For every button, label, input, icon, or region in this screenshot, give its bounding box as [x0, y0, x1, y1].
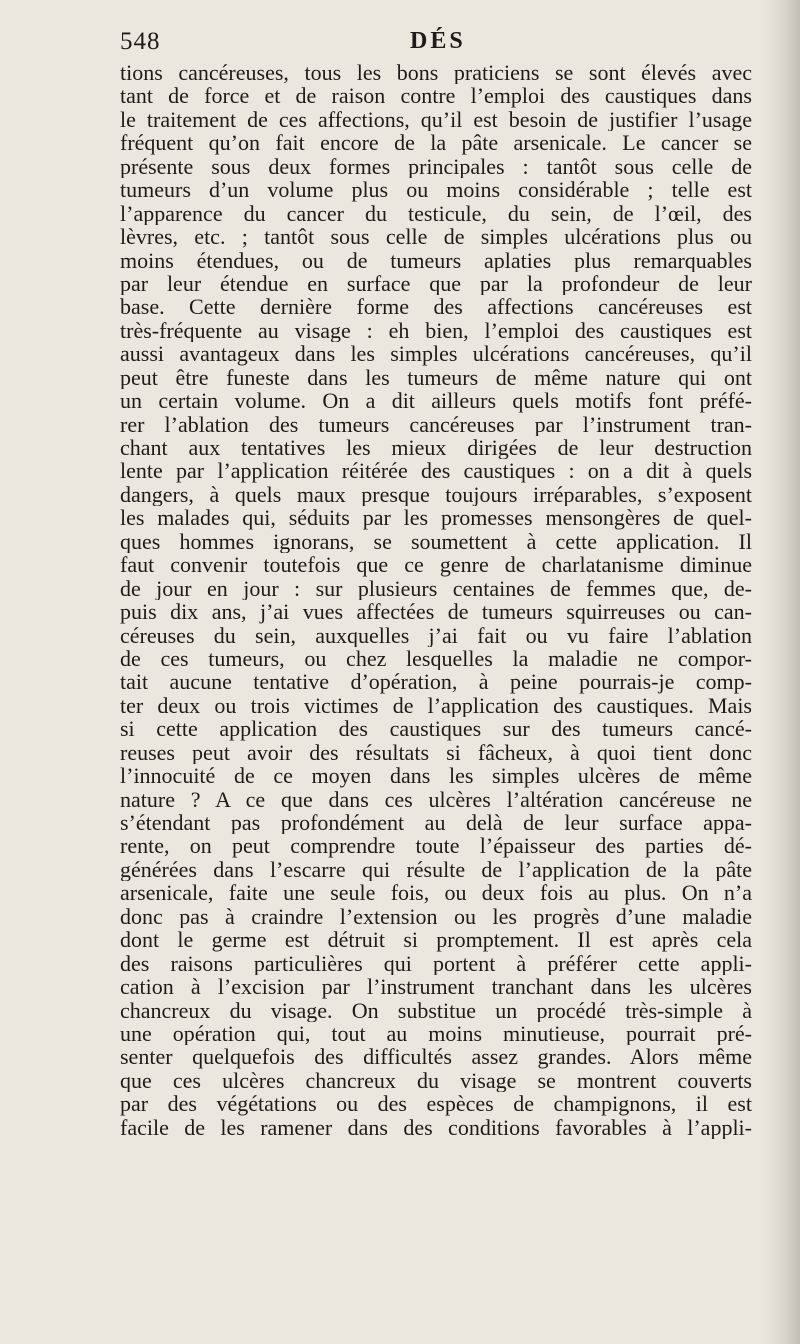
text-line: dont le germe est détruit si promptement. Il est après cela: [120, 928, 752, 952]
body-text: [120, 61, 752, 1139]
page-number: 548: [120, 28, 161, 55]
text-line: chant aux tentatives les mieux dirigées de leur destruction: [120, 436, 752, 460]
text-line: que ces ulcères chancreux du visage se montrent couverts: [120, 1068, 752, 1093]
text-line: tait aucune tentative d’opération, à peine pourrais-je comp-: [120, 670, 752, 694]
text-line: base. Cette dernière forme des affections cancéreuses est: [120, 295, 752, 319]
text-line: rente, on peut comprendre toute l’épaisseur des parties dé-: [120, 834, 752, 858]
text-line: senter quelquefois des difficultés assez grandes. Alors même: [120, 1045, 752, 1069]
text-line: des raisons particulières qui portent à préférer cette appli-: [120, 951, 752, 976]
text-line: générées dans l’escarre qui résulte de l’application de la pâte: [120, 857, 752, 882]
text-line: l’innocuité de ce moyen dans les simples ulcères de même: [120, 764, 752, 788]
text-line: tumeurs d’un volume plus ou moins considérable ; telle est: [120, 178, 752, 202]
text-line: si cette application des caustiques sur des tumeurs cancé-: [120, 717, 752, 741]
text-line: cation à l’excision par l’instrument tranchant dans les ulcères: [120, 975, 752, 999]
text-line: peut être funeste dans les tumeurs de même nature qui ont: [120, 365, 752, 390]
text-line: présente sous deux formes principales : tantôt sous celle de: [120, 154, 752, 179]
text-line: par des végétations ou des espèces de champignons, il est: [120, 1092, 752, 1116]
text-line: tions cancéreuses, tous les bons praticiens se sont élevés avec: [120, 61, 752, 85]
text-line: ter deux ou trois victimes de l’application des caustiques. Mais: [120, 693, 752, 718]
text-line: rer l’ablation des tumeurs cancéreuses par l’instrument tran-: [120, 412, 752, 436]
text-line: s’étendant pas profondément au delà de leur surface appa-: [120, 811, 752, 835]
text-line: tant de force et de raison contre l’emploi des caustiques dans: [120, 84, 752, 108]
text-line: arsenicale, faite une seule fois, ou deux fois au plus. On n’a: [120, 881, 752, 905]
text-line: chancreux du visage. On substitue un procédé très-simple à: [120, 998, 752, 1022]
running-head-title: DÉS: [410, 28, 466, 54]
text-line: puis dix ans, j’ai vues affectées de tumeurs squirreuses ou can-: [120, 600, 752, 624]
text-line: le traitement de ces affections, qu’il est besoin de justifier l’usage: [120, 107, 752, 132]
text-line: une opération qui, tout au moins minutieuse, pourrait pré-: [120, 1021, 752, 1046]
text-line: reuses peut avoir des résultats si fâcheux, à quoi tient donc: [120, 740, 752, 765]
text-line: nature ? A ce que dans ces ulcères l’altération cancéreuse ne: [120, 787, 752, 811]
text-line: l’apparence du cancer du testicule, du sein, de l’œil, des: [120, 201, 752, 226]
text-line: de jour en jour : sur plusieurs centaines de femmes que, de-: [120, 576, 752, 601]
text-line: fréquent qu’on fait encore de la pâte arsenicale. Le cancer se: [120, 131, 752, 155]
text-line: un certain volume. On a dit ailleurs quels motifs font préfé-: [120, 389, 752, 413]
text-line: lèvres, etc. ; tantôt sous celle de simples ulcérations plus ou: [120, 225, 752, 249]
text-line: céreuses du sein, auxquelles j’ai fait ou vu faire l’ablation: [120, 623, 752, 647]
text-line: moins étendues, ou de tumeurs aplaties plus remarquables: [120, 248, 752, 272]
running-head: [0, 28, 800, 62]
text-line: dangers, à quels maux presque toujours irréparables, s’exposent: [120, 482, 752, 507]
text-line: donc pas à craindre l’extension ou les progrès d’une maladie: [120, 904, 752, 929]
text-line: lente par l’application réitérée des caustiques : on a dit à quels: [120, 459, 752, 483]
text-line: de ces tumeurs, ou chez lesquelles la maladie ne compor-: [120, 646, 752, 671]
text-line: par leur étendue en surface que par la profondeur de leur: [120, 271, 752, 296]
text-line: aussi avantageux dans les simples ulcérations cancéreuses, qu’il: [120, 342, 752, 366]
text-line: facile de les ramener dans des conditions favorables à l’appli-: [120, 1115, 752, 1140]
text-line: les malades qui, séduits par les promesses mensongères de quel-: [120, 506, 752, 530]
text-line: très-fréquente au visage : eh bien, l’emploi des caustiques est: [120, 318, 752, 343]
text-line: ques hommes ignorans, se soumettent à cette application. Il: [120, 529, 752, 554]
text-line: faut convenir toutefois que ce genre de charlatanisme diminue: [120, 553, 752, 577]
page-gutter-shadow: [762, 0, 800, 1344]
